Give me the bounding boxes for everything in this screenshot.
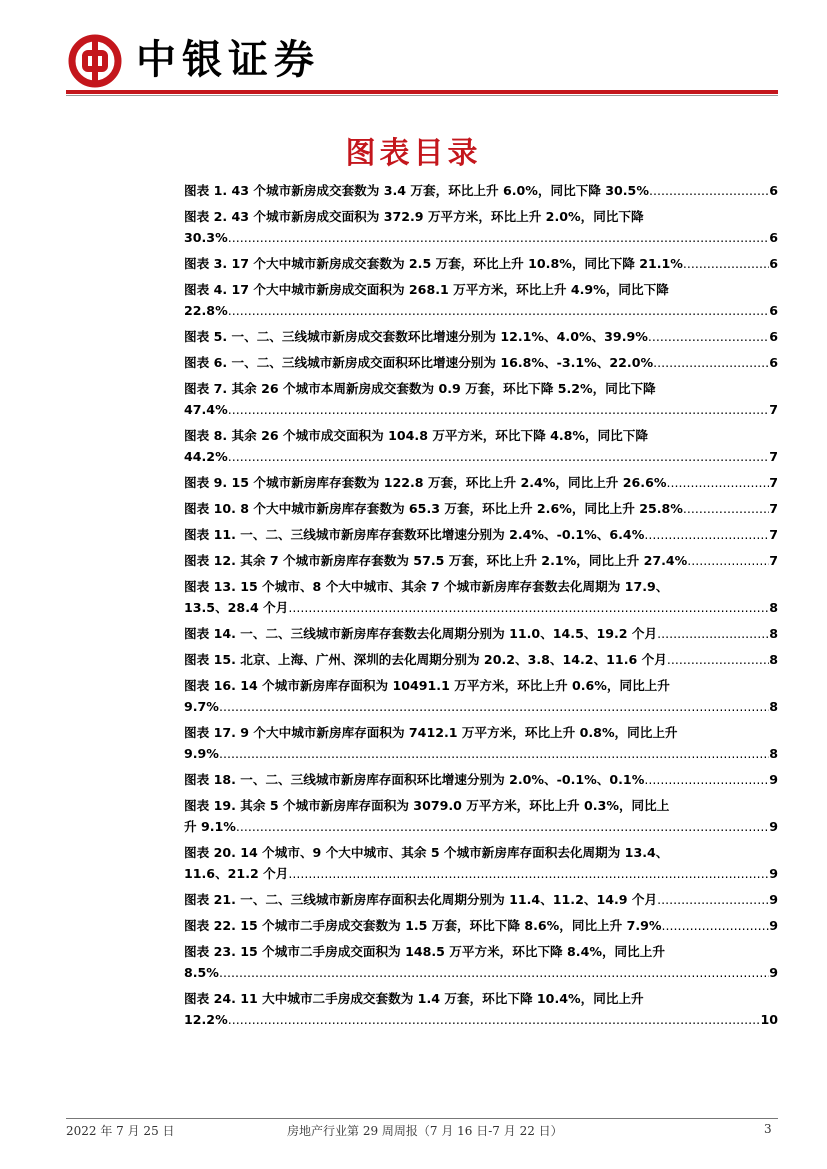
toc-leader-dots [683,253,769,274]
toc-entry[interactable] [184,550,778,571]
toc-entry-text: 图表 15. 北京、上海、广州、深圳的去化周期分别为 20.2、3.8、14.2、11.6 个月 [184,652,667,667]
toc-leader-dots [644,524,769,545]
toc-page-number: 8 [769,699,778,714]
toc-page-number: 9 [769,965,778,980]
toc-entry[interactable] [184,988,778,1030]
toc-entry[interactable] [184,649,778,670]
toc-entry[interactable] [184,180,778,201]
toc-leader-dots [228,1009,761,1030]
toc-entry[interactable] [184,915,778,936]
toc-entry[interactable] [184,675,778,717]
toc-entry[interactable] [184,352,778,373]
toc-entry-text-continued: 22.8% [184,303,228,318]
toc-entry[interactable] [184,378,778,420]
toc-entry-text: 图表 14. 一、二、三线城市新房库存套数去化周期分别为 11.0、14.5、19.2 个月 [184,626,658,641]
toc-page-number: 10 [760,1012,778,1027]
toc-entry-text: 图表 4. 17 个大中城市新房成交面积为 268.1 万平方米，环比上升 4.9%，同比下降 [184,282,669,297]
toc-entry-text: 图表 22. 15 个城市二手房成交套数为 1.5 万套，环比下降 8.6%，同比上升 7.9% [184,918,662,933]
toc-entry-text: 图表 21. 一、二、三线城市新房库存面积去化周期分别为 11.4、11.2、14.9 个月 [184,892,658,907]
toc-entry-text: 图表 23. 15 个城市二手房成交面积为 148.5 万平方米，环比下降 8.4%，同比上升 [184,944,665,959]
toc-page-number: 7 [769,449,778,464]
toc-page-number: 7 [769,402,778,417]
toc-page-number: 6 [769,329,778,344]
toc-entry-text: 图表 9. 15 个城市新房库存套数为 122.8 万套，环比上升 2.4%，同比上升 26.6% [184,475,667,490]
toc-leader-dots [288,863,769,884]
footer-rule [66,1118,778,1119]
bank-of-china-logo-icon [68,34,122,88]
toc-leader-dots [657,889,769,910]
footer-date: 2022 年 7 月 25 日 [66,1124,175,1138]
toc-leader-dots [228,300,770,321]
footer-page-number: 3 [764,1122,772,1136]
toc-entry-text: 图表 12. 其余 7 个城市新房库存套数为 57.5 万套，环比上升 2.1%，同比上升 27.4% [184,553,688,568]
toc-page-number: 9 [769,819,778,834]
toc-page-number: 7 [769,553,778,568]
toc-entry-text: 图表 3. 17 个大中城市新房成交套数为 2.5 万套，环比上升 10.8%，同比下降 21.1% [184,256,683,271]
toc-page-number: 7 [769,527,778,542]
toc-entry-text-continued: 30.3% [184,230,228,245]
toc-entry-text: 图表 11. 一、二、三线城市新房库存套数环比增速分别为 2.4%、-0.1%、6.4% [184,527,645,542]
toc-leader-dots [683,498,769,519]
toc-page-number: 8 [769,746,778,761]
toc-page-number: 9 [769,772,778,787]
toc-entry-text: 图表 10. 8 个大中城市新房库存套数为 65.3 万套，环比上升 2.6%，同比上升 25.8% [184,501,683,516]
toc-leader-dots [219,696,769,717]
footer-report-title: 房地产行业第 29 周周报（7 月 16 日-7 月 22 日） [287,1124,563,1138]
toc-entry-text-continued: 12.2% [184,1012,228,1027]
toc-entry-text-continued: 9.9% [184,746,219,761]
toc-entry-text: 图表 6. 一、二、三线城市新房成交面积环比增速分别为 16.8%、-3.1%、22.0% [184,355,654,370]
page-title: 图表目录 [345,136,482,171]
toc-leader-dots [657,623,769,644]
toc-entry[interactable] [184,941,778,983]
toc-entry-text-continued: 47.4% [184,402,228,417]
toc-entry-text-continued: 44.2% [184,449,228,464]
toc-page-number: 6 [769,183,778,198]
toc-leader-dots [648,326,769,347]
toc-entry[interactable] [184,206,778,248]
table-of-figures [184,180,778,1035]
toc-entry-text: 图表 19. 其余 5 个城市新房库存面积为 3079.0 万平方米，环比上升 0.3%，同比上 [184,798,670,813]
toc-page-number: 9 [769,866,778,881]
toc-entry[interactable] [184,795,778,837]
toc-entry-text: 图表 2. 43 个城市新房成交面积为 372.9 万平方米，环比上升 2.0%，同比下降 [184,209,644,224]
toc-entry[interactable] [184,623,778,644]
toc-leader-dots [219,743,769,764]
toc-entry[interactable] [184,279,778,321]
toc-entry-text-continued: 8.5% [184,965,219,980]
toc-page-number: 8 [769,626,778,641]
toc-page-number: 8 [769,600,778,615]
toc-entry-text: 图表 1. 43 个城市新房成交套数为 3.4 万套，环比上升 6.0%，同比下降 30.5% [184,183,649,198]
toc-entry-text: 图表 7. 其余 26 个城市本周新房成交套数为 0.9 万套，环比下降 5.2%，同比下降 [184,381,656,396]
toc-entry-text-continued: 11.6、21.2 个月 [184,866,289,881]
toc-leader-dots [228,227,770,248]
toc-leader-dots [228,446,770,467]
toc-page-number: 7 [769,501,778,516]
brand-name: 中银证券 [136,36,320,83]
page-header [66,30,778,92]
toc-page-number: 6 [769,355,778,370]
toc-entry-text: 图表 24. 11 大中城市二手房成交套数为 1.4 万套，环比下降 10.4%，同比上升 [184,991,644,1006]
toc-entry[interactable] [184,889,778,910]
toc-entry-text-continued: 升 9.1% [184,819,236,834]
toc-leader-dots [687,550,769,571]
toc-entry-text: 图表 20. 14 个城市、9 个大中城市、其余 5 个城市新房库存面积去化周期为 13.4、 [184,845,669,860]
toc-entry-text: 图表 17. 9 个大中城市新房库存面积为 7412.1 万平方米，环比上升 0.8%，同比上升 [184,725,678,740]
toc-entry[interactable] [184,425,778,467]
toc-page-number: 9 [769,918,778,933]
toc-leader-dots [666,472,769,493]
toc-leader-dots [653,352,769,373]
toc-leader-dots [219,962,769,983]
toc-entry-text: 图表 8. 其余 26 个城市成交面积为 104.8 万平方米，环比下降 4.8%，同比下降 [184,428,648,443]
header-rule-red [66,90,778,94]
toc-entry[interactable] [184,524,778,545]
toc-page-number: 6 [769,256,778,271]
toc-entry[interactable] [184,498,778,519]
toc-leader-dots [228,399,770,420]
toc-entry[interactable] [184,326,778,347]
toc-entry[interactable] [184,769,778,790]
toc-leader-dots [236,816,769,837]
toc-page-number: 7 [769,475,778,490]
toc-page-number: 9 [769,892,778,907]
toc-entry[interactable] [184,842,778,884]
toc-entry[interactable] [184,576,778,618]
toc-page-number: 8 [769,652,778,667]
toc-entry-text-continued: 9.7% [184,699,219,714]
toc-page-number: 6 [769,230,778,245]
toc-leader-dots [288,597,769,618]
toc-entry-text: 图表 5. 一、二、三线城市新房成交套数环比增速分别为 12.1%、4.0%、39.9% [184,329,648,344]
toc-entry[interactable] [184,722,778,764]
toc-entry-text: 图表 13. 15 个城市、8 个大中城市、其余 7 个城市新房库存套数去化周期为 17.9、 [184,579,669,594]
toc-leader-dots [667,649,769,670]
toc-leader-dots [662,915,770,936]
toc-entry[interactable] [184,253,778,274]
toc-page-number: 6 [769,303,778,318]
toc-leader-dots [644,769,769,790]
toc-entry-text-continued: 13.5、28.4 个月 [184,600,289,615]
header-rule-gray [66,95,778,96]
toc-entry-text: 图表 16. 14 个城市新房库存面积为 10491.1 万平方米，环比上升 0.6%，同比上升 [184,678,670,693]
toc-entry[interactable] [184,472,778,493]
toc-entry-text: 图表 18. 一、二、三线城市新房库存面积环比增速分别为 2.0%、-0.1%、0.1% [184,772,645,787]
toc-leader-dots [649,180,769,201]
